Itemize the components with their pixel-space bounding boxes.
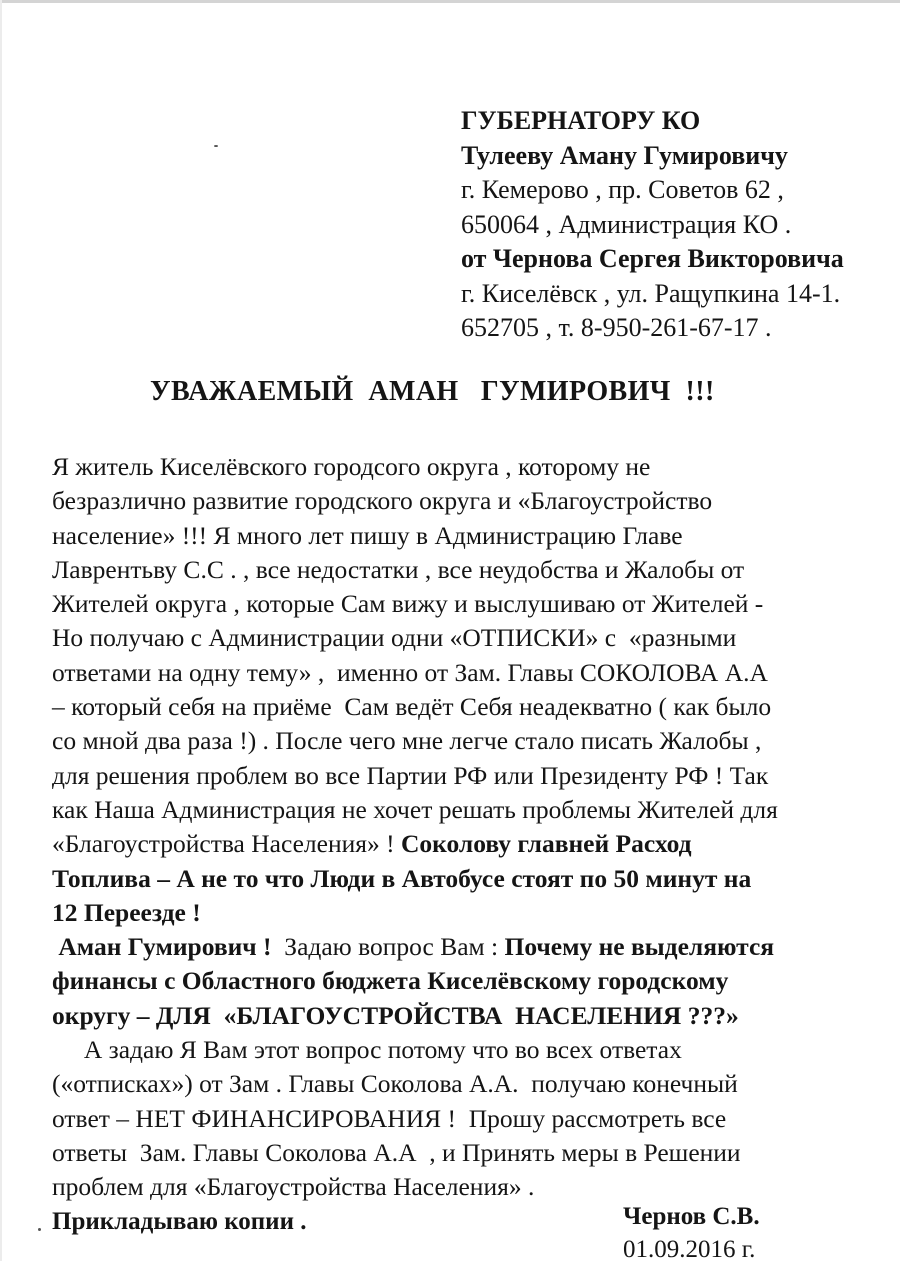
body-line <box>52 519 898 553</box>
body-text: («отписках») от Зам . Главы Соколова А.А. получаю конечный <box>52 1069 738 1099</box>
body-text-bold: финансы с Областного бюджета Киселёвскому городскому <box>52 966 729 996</box>
signature: Чернов С.В. <box>623 1203 760 1230</box>
salutation: УВАЖАЕМЫЙ АМАН ГУМИРОВИЧ !!! <box>150 376 715 407</box>
body-line <box>52 793 898 827</box>
body-text-bold: 12 Переезде ! <box>52 897 201 927</box>
recipient-name: Тулееву Аману Гумировичу <box>461 140 788 170</box>
attachments-note: Прикладываю копии . <box>52 1208 307 1235</box>
body-line <box>52 553 898 587</box>
body-text: безразлично развитие городского округа и «Благоустройство <box>52 486 713 516</box>
body-text-bold: Аман Гумирович ! <box>52 932 278 962</box>
sender-name: от Чернова Сергея Викторовича <box>461 244 844 273</box>
body-line <box>52 930 898 964</box>
scan-edge-top <box>0 0 900 3</box>
body-line <box>52 484 898 518</box>
recipient-title: ГУБЕРНАТОРУ КО <box>461 106 701 135</box>
body-text-bold: округу – ДЛЯ «БЛАГОУСТРОЙСТВА НАСЕЛЕНИЯ ???» <box>52 1000 739 1030</box>
body-text: Лаврентьву С.С . , все недостатки , все неудобства и Жалобы от <box>52 554 745 584</box>
body-text: Задаю вопрос Вам : <box>277 932 505 962</box>
body-line <box>52 759 898 793</box>
body-line <box>52 1102 898 1136</box>
body-line <box>52 1170 898 1204</box>
body-line <box>52 896 898 930</box>
body-text-bold: Топлива – А не то что Люди в Автобусе стоят по 50 минут на <box>52 863 752 893</box>
body-line <box>52 1136 898 1170</box>
body-text: ответы Зам. Главы Соколова А.А , и Принять меры в Решении <box>52 1137 741 1167</box>
scan-speck <box>214 145 218 147</box>
body-text: Жителей округа , которые Сам вижу и выслушиваю от Жителей - <box>52 589 764 619</box>
body-line <box>52 999 898 1033</box>
body-line <box>52 1033 898 1067</box>
body-text: ответ – НЕТ ФИНАНСИРОВАНИЯ ! Прошу рассмотреть все <box>52 1103 727 1133</box>
body-line <box>52 690 898 724</box>
recipient-address: г. Кемерово , пр. Советов 62 , <box>461 175 784 204</box>
body-line <box>52 587 898 621</box>
body-line <box>52 724 898 758</box>
body-text: население» !!! Я много лет пишу в Администрацию Главе <box>52 520 683 550</box>
body-line <box>52 450 898 484</box>
recipient-postcode: 650064 , Администрация КО . <box>461 209 792 239</box>
body-line <box>52 621 898 655</box>
body-text: как Наша Администрация не хочет решать проблемы Жителей для <box>52 794 778 824</box>
body-text: «Благоустройства Населения» ! <box>52 829 401 859</box>
body-line <box>52 656 898 690</box>
recipient-block <box>461 104 844 346</box>
sender-address: г. Киселёвск , ул. Ращупкина 14-1. <box>461 278 841 308</box>
body-text: Но получаю с Администрации одни «ОТПИСКИ» с «разными <box>52 623 737 653</box>
body-text: ответами на одну тему» , именно от Зам. Главы СОКОЛОВА А.А <box>52 657 768 687</box>
body-line <box>52 862 898 896</box>
scan-speck <box>38 1228 41 1231</box>
body-line <box>52 964 898 998</box>
body-line <box>52 1067 898 1101</box>
body-text-bold: Почему не выделяются <box>504 932 775 962</box>
letter-date: 01.09.2016 г. <box>623 1236 756 1263</box>
body-text: проблем для «Благоустройства Населения» . <box>52 1172 535 1202</box>
body-text: Я житель Киселёвского городсого округа , которому не <box>52 452 651 481</box>
body-text: – который себя на приёме Сам ведёт Себя неадекватно ( как было <box>52 692 772 722</box>
body-text: для решения проблем во все Партии РФ или Президенту РФ ! Так <box>52 760 769 790</box>
letter-body <box>52 450 898 1205</box>
body-line <box>52 827 898 861</box>
scan-edge-left <box>0 0 2 1261</box>
body-text: со мной два раза !) . После чего мне легче стало писать Жалобы , <box>52 726 762 756</box>
sender-phone: 652705 , т. 8-950-261-67-17 . <box>461 313 772 342</box>
signature-block <box>623 1200 760 1266</box>
body-text-bold: Соколову главней Расход <box>400 829 692 859</box>
body-text: А задаю Я Вам этот вопрос потому что во всех ответах <box>52 1035 682 1065</box>
